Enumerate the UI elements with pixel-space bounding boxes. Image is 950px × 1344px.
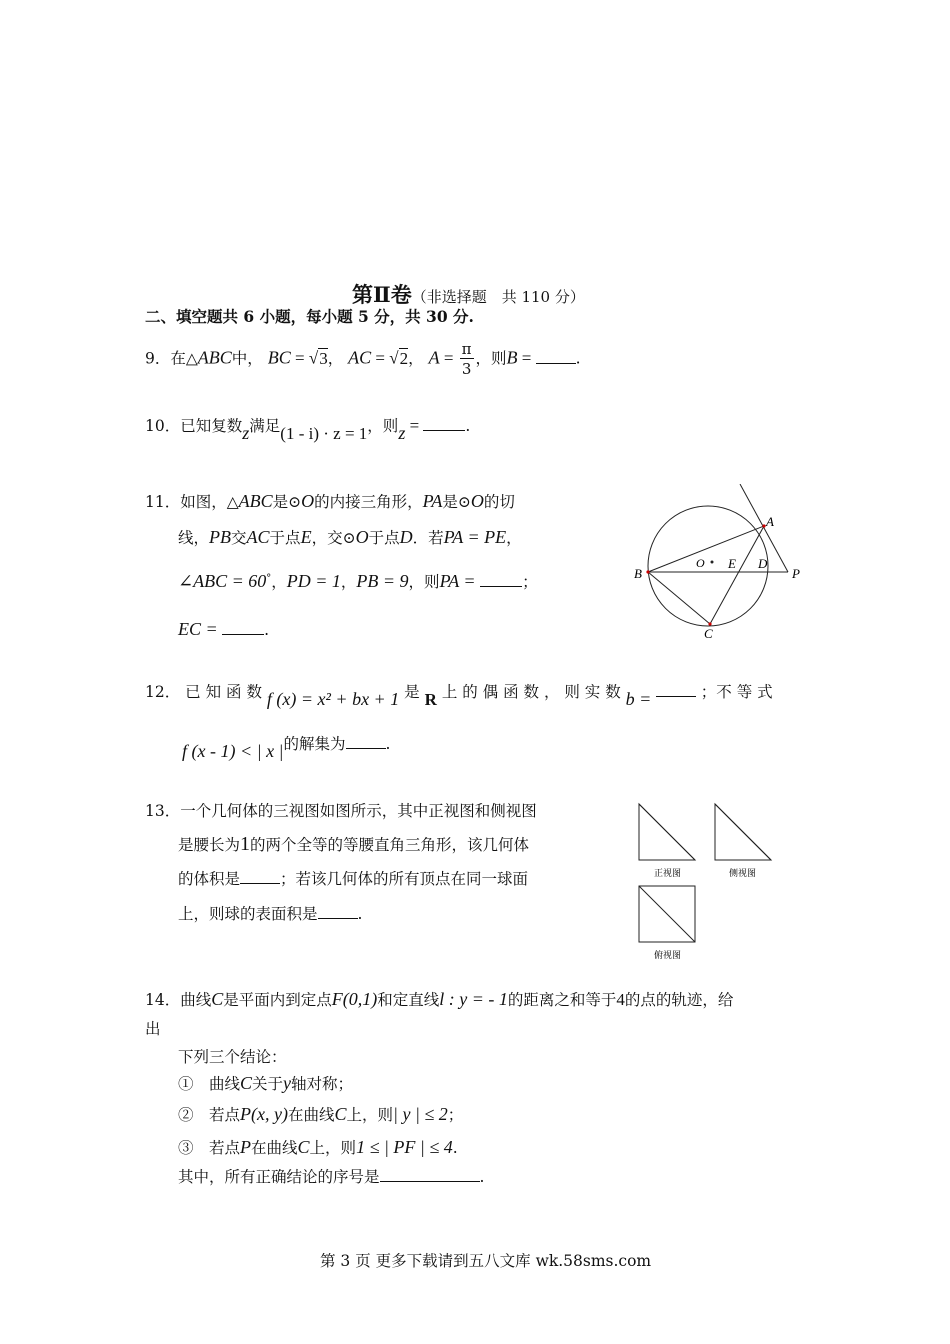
q11-d: D <box>399 527 413 547</box>
question-13 <box>145 800 537 822</box>
q9-three: 3 <box>461 360 472 378</box>
q12-text4: ；不 等 式 <box>700 683 773 701</box>
page-footer: 第 3 页 更多下载请到五八文库 wk.58sms.com <box>320 1252 652 1270</box>
c2-ineq: | y | ≤ 2 <box>393 1104 448 1124</box>
question-11 <box>145 490 515 513</box>
label-a: A <box>766 514 774 529</box>
q9-eq2: = <box>371 348 390 368</box>
line-ca <box>710 526 764 624</box>
q11-l3-text: ， <box>271 573 287 592</box>
q12-b: b = <box>625 689 656 709</box>
answer-blank[interactable] <box>318 904 358 919</box>
q9-sqrt3: √3 <box>308 348 328 368</box>
q11-l2-text4: ，交⊙ <box>311 529 356 547</box>
answer-blank[interactable] <box>240 869 280 884</box>
q11-e: E <box>300 527 312 547</box>
q12-text5: 的解集为 <box>283 735 346 753</box>
c3-text: ③ 若点 <box>178 1139 241 1157</box>
c2-p: P(x, y) <box>240 1104 288 1124</box>
q13-l3-text2: ；若该几何体的所有顶点在同一球面 <box>280 870 529 888</box>
answer-blank[interactable] <box>423 416 465 431</box>
c2-text4: ； <box>447 1106 464 1124</box>
q11-condition: PA = PE <box>443 527 507 547</box>
q12-number: 12． <box>145 683 181 701</box>
q12-text: 已 知 函 数 <box>185 683 262 701</box>
question-13-line2 <box>178 833 529 856</box>
q14-text: 曲线 <box>180 991 212 1009</box>
c3-text3: 上，则 <box>309 1139 357 1157</box>
q11-angle: ∠ABC = 60 <box>178 571 267 592</box>
q9-pi: π <box>461 340 472 358</box>
q13-number: 13． <box>145 802 181 820</box>
c2-text: ② 若点 <box>178 1106 241 1124</box>
q10-expr: (1 - i) · z = 1 <box>280 424 368 443</box>
question-14-line6 <box>178 1166 484 1188</box>
q11-abc: ABC <box>238 491 273 511</box>
c1-y: y <box>283 1073 292 1093</box>
q14-l6-text: 其中，所有正确结论的序号是 <box>178 1168 380 1186</box>
question-13-line3 <box>178 868 528 890</box>
answer-blank[interactable] <box>536 349 576 364</box>
c1-text: ① 曲线 <box>178 1075 241 1093</box>
conclusion-2 <box>178 1103 463 1126</box>
q14-line: l : y = - 1 <box>439 989 508 1009</box>
q10-end: . <box>465 417 471 435</box>
q10-z2: z <box>398 423 406 443</box>
q9-sqrt2-value: 2 <box>399 348 409 368</box>
label-e: E <box>728 556 736 571</box>
c3-text4: . <box>452 1139 458 1157</box>
q11-pa-ask: PA = <box>439 571 481 592</box>
c1-c: C <box>240 1073 253 1093</box>
q9-fraction <box>460 340 474 379</box>
q11-l3-text3: ，则 <box>408 573 440 592</box>
q11-l2-text3: 于点 <box>269 529 301 547</box>
q11-l3-text2: ， <box>340 573 357 592</box>
q11-l2-text6: ．若 <box>412 529 444 547</box>
q10-text2: 满足 <box>249 417 281 435</box>
q14-c: C <box>211 989 224 1009</box>
q13-l2-text: 是腰长为 <box>178 836 241 854</box>
c1-text2: 关于 <box>252 1075 284 1093</box>
question-14-line2: 下列三个结论： <box>178 1048 287 1066</box>
question-12-line2 <box>182 732 391 761</box>
circle-o <box>648 506 768 626</box>
q11-pb: PB <box>209 527 232 547</box>
q9-ac: AC <box>348 347 372 368</box>
side-view-label: 侧视图 <box>729 868 757 878</box>
q14-number: 14． <box>145 991 181 1009</box>
q9-number: 9． <box>145 349 171 368</box>
q14-text5: 的点的轨迹，给 <box>624 991 734 1009</box>
q10-text: 已知复数 <box>180 417 243 435</box>
q14-text3: 和定直线 <box>377 991 440 1009</box>
label-c: C <box>704 626 713 641</box>
q11-l2-text7: ， <box>506 529 522 547</box>
q10-number: 10． <box>145 417 181 435</box>
three-view-figure <box>632 798 782 964</box>
q14-four: 4 <box>616 990 625 1009</box>
question-11-line3 <box>178 568 538 593</box>
q11-text5: 的切 <box>483 493 515 511</box>
q13-line1: 一个几何体的三视图如图所示，其中正视图和侧视图 <box>180 802 537 820</box>
q9-a: A <box>428 347 440 368</box>
q11-text4: 是⊙ <box>442 493 471 511</box>
q12-text2: 是 <box>404 683 420 701</box>
front-view-hypotenuse <box>639 804 695 860</box>
center-dot <box>711 561 714 564</box>
q14-f: F(0,1) <box>331 989 378 1009</box>
q11-ec: EC = <box>178 619 223 639</box>
q10-z: z <box>242 423 250 443</box>
c3-p: P <box>240 1137 252 1157</box>
q9-text3: ，则 <box>475 349 507 368</box>
conclusion-1 <box>178 1072 353 1095</box>
c2-text2: 在曲线 <box>287 1106 335 1124</box>
q9-b: B <box>506 347 518 368</box>
top-view-diagonal <box>639 886 695 942</box>
title-main: 第Ⅱ卷 <box>352 282 412 307</box>
q11-o: O <box>301 491 315 511</box>
q11-ac: AC <box>246 527 270 547</box>
question-11-line2 <box>178 526 522 549</box>
q9-sqrt3-value: 3 <box>319 348 328 368</box>
answer-blank[interactable] <box>346 734 386 749</box>
q11-l2-text: 线， <box>178 529 210 547</box>
answer-blank[interactable] <box>480 572 522 587</box>
q11-text: 如图，△ <box>180 493 239 511</box>
page-title <box>352 279 585 309</box>
q11-text2: 是⊙ <box>272 493 302 511</box>
line-ba <box>648 526 764 572</box>
c3-c: C <box>297 1137 310 1157</box>
label-o: O <box>696 556 705 570</box>
answer-blank[interactable] <box>222 620 264 635</box>
c2-text3: 上，则 <box>346 1106 394 1124</box>
label-b: B <box>634 566 642 581</box>
top-view-label: 俯视图 <box>654 950 682 960</box>
conclusion-3 <box>178 1136 458 1159</box>
q11-o3: O <box>355 527 369 547</box>
q11-pa: PA <box>422 491 443 511</box>
circle-figure <box>628 484 808 644</box>
q9-abc: ABC <box>197 347 232 368</box>
point-b <box>646 570 649 573</box>
q11-number: 11． <box>145 493 181 511</box>
q13-one: 1 <box>240 833 251 855</box>
q9-comma2: ， <box>408 349 424 368</box>
q9-bc: BC <box>267 347 291 368</box>
q11-l2-text5: 于点 <box>368 529 400 547</box>
q12-end: . <box>385 735 391 753</box>
q9-eq1: = <box>290 348 309 368</box>
q12-r: R <box>424 690 437 709</box>
q11-degree: ° <box>266 573 272 584</box>
q9-text2: 中， <box>231 349 263 368</box>
q11-end: . <box>264 621 270 639</box>
q11-l3-text4: ； <box>522 573 538 592</box>
c3-text2: 在曲线 <box>251 1139 298 1157</box>
q12-text3: 上 的 偶 函 数 ， 则 实 数 <box>441 683 621 701</box>
section-heading: 二、填空题共 6 小题，每小题 5 分，共 30 分. <box>145 307 474 326</box>
label-d: D <box>758 556 768 571</box>
q11-o2: O <box>470 491 484 511</box>
question-9 <box>145 340 581 379</box>
label-p: P <box>792 566 800 581</box>
q12-function: f (x) = x² + bx + 1 <box>266 689 400 709</box>
q11-text3: 的内接三角形， <box>314 493 423 511</box>
q13-l3-text: 的体积是 <box>178 870 241 888</box>
question-14-wrap: 出 <box>145 1020 161 1038</box>
question-11-line4 <box>178 618 269 641</box>
q10-text3: ，则 <box>367 417 399 435</box>
q11-pb-value: PB = 9 <box>356 571 409 592</box>
title-sub: （非选择题 共 110 分） <box>411 288 585 306</box>
q10-eq: = <box>405 416 424 435</box>
question-12 <box>145 680 807 709</box>
q9-comma1: ， <box>327 349 344 368</box>
q9-sqrt2: √2 <box>389 348 409 368</box>
answer-blank[interactable] <box>656 682 696 697</box>
q9-text: 在△ <box>170 349 198 368</box>
question-10 <box>145 414 471 443</box>
q14-end: . <box>479 1168 485 1186</box>
question-14 <box>145 988 733 1011</box>
q14-text2: 是平面内到定点 <box>223 991 332 1009</box>
q13-end: . <box>357 905 363 923</box>
question-13-line4 <box>178 903 362 925</box>
q14-text4: 的距离之和等于 <box>507 991 617 1009</box>
front-view-label: 正视图 <box>654 868 682 878</box>
q12-inequality: f (x - 1) < | x | <box>182 741 284 761</box>
q9-end: . <box>575 349 581 368</box>
side-view-hypotenuse <box>715 804 771 860</box>
c1-text3: 轴对称； <box>291 1075 354 1093</box>
answer-blank[interactable] <box>380 1167 480 1182</box>
q13-l2-text2: 的两个全等的等腰直角三角形，该几何体 <box>250 836 530 854</box>
q13-l4-text: 上，则球的表面积是 <box>178 905 318 923</box>
c3-ineq: 1 ≤ | PF | ≤ 4 <box>356 1137 453 1157</box>
c2-c: C <box>334 1104 347 1124</box>
q9-eq3: = <box>439 348 458 368</box>
q11-pd: PD = 1 <box>286 571 341 592</box>
q9-eq4: = <box>517 348 536 368</box>
q11-l2-text2: 交 <box>231 529 247 547</box>
